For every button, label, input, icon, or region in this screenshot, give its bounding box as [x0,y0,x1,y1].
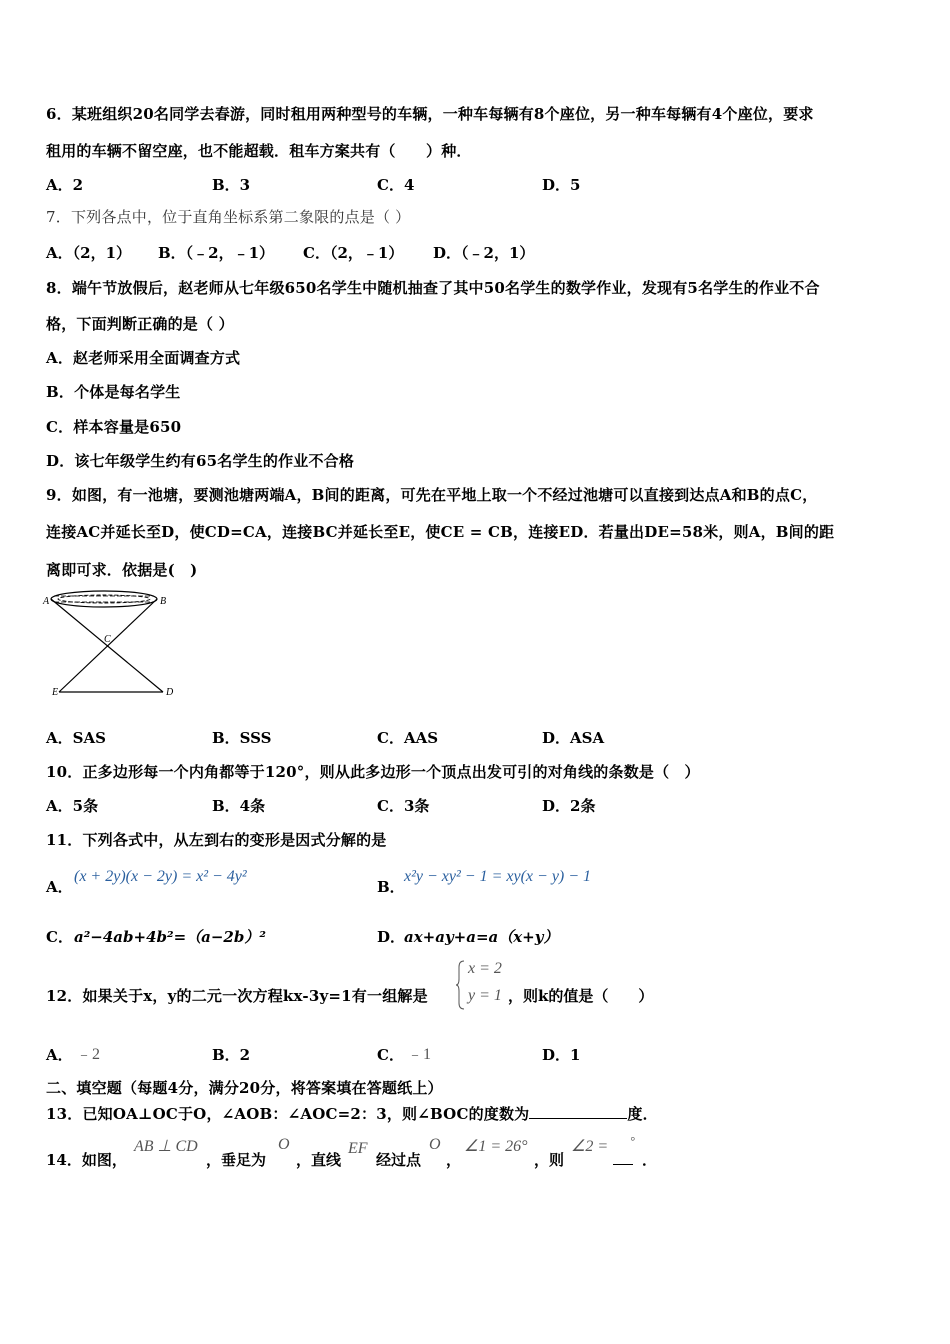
q11-stem: 11．下列各式中，从左到右的变形是因式分解的是 [46,831,387,849]
q14-angle2: ∠2 = [571,1138,609,1155]
q12-stem-pre: 12．如果关于x，y的二元一次方程kx-3y=1有一组解是 [46,987,428,1005]
q7-stem: 7．下列各点中，位于直角坐标系第二象限的点是（ ） [46,208,411,226]
q12-stem-post: ，则k的值是（ ） [508,987,654,1005]
q11-option-d-label: D． [377,928,406,946]
q11-option-c-label: C． [46,928,73,946]
section2-title: 二、填空题（每题4分，满分20分，将答案填在答题纸上） [46,1079,443,1097]
q13-stem [46,1103,658,1124]
q14-ab-perp-cd: AB ⊥ CD [134,1138,198,1155]
q14-line-ef: EF [348,1140,368,1157]
q11-option-b-expr: x²y − xy² − 1 = xy(x − y) − 1 [404,868,592,885]
q13-answer-blank[interactable] [529,1104,627,1119]
q7-option-c: C．（2，﹣1） [303,244,404,262]
pond-figure [40,586,180,702]
q14-text-line: ，直线 [296,1151,342,1169]
q14-text-then: ，则 [534,1151,565,1169]
q9-line2: 连接AC并延长至D，使CD=CA，连接BC并延长至E，使CE = CB，连接ED．若量出DE=58米，则A，B间的距 [46,523,835,541]
point-e-label: E [52,687,59,698]
q7-option-d: D．（﹣2，1） [433,244,535,262]
system-eq-top: x = 2 [468,960,502,977]
q7-option-b: B．（﹣2，﹣1） [158,244,275,262]
q12-option-a-value: ﹣2 [76,1046,101,1063]
q12-option-b: B．2 [212,1046,251,1064]
q14-point-o: O [278,1136,290,1153]
point-d-label: D [166,687,174,698]
q14-text-foot: ，垂足为 [206,1151,267,1169]
q10-option-d: D．2条 [542,797,596,815]
q9-option-c: C．AAS [377,729,439,747]
q9-option-b: B．SSS [212,729,272,747]
q6-option-d: D．5 [542,176,581,194]
q8-option-b: B．个体是每名学生 [46,383,181,401]
q9-line1: 9．如图，有一池塘，要测池塘两端A，B间的距离，可先在平地上取一个不经过池塘可以直接到达点A和B的点C， [46,486,818,504]
q10-stem: 10．正多边形每一个内角都等于120°，则从此多边形一个顶点出发可引的对角线的条数是（ ） [46,763,700,781]
q9-line3: 离即可求．依据是( ) [46,561,198,579]
q12-equation-system [456,959,516,1011]
q13-stem-pre: 13．已知OA⊥OC于O，∠AOB：∠AOC=2：3，则∠BOC的度数为 [46,1105,530,1123]
q11-option-b-label: B． [377,878,405,896]
point-b-label: B [160,596,167,607]
q6-option-a: A．2 [46,176,84,194]
q6-option-b: B．3 [212,176,251,194]
q6-option-c: C．4 [377,176,415,194]
point-a-label: A [43,596,50,607]
q12-option-c-label: C． [377,1046,404,1064]
q11-option-a-label: A． [46,878,73,896]
q7-option-a: A．（2，1） [46,244,132,262]
q8-option-d: D．该七年级学生约有65名学生的作业不合格 [46,452,355,470]
q10-option-a: A．5条 [46,797,99,815]
q6-line1: 6．某班组织20名同学去春游，同时租用两种型号的车辆，一种车每辆有8个座位，另一种车每辆有4个座位，要求 [46,105,814,123]
triangle-lines [51,599,163,692]
q14-comma: ， [446,1151,462,1169]
q13-stem-post: 度． [627,1105,658,1123]
q14-period: ． [642,1151,658,1169]
q11-option-a-expr: (x + 2y)(x − 2y) = x² − 4y² [74,868,247,885]
point-c-label: C [104,634,111,645]
q14-answer-blank[interactable] [613,1150,633,1165]
system-brace [456,959,466,1011]
q14-angle1: ∠1 = 26° [464,1138,528,1155]
q14-point-o-2: O [429,1136,441,1153]
q9-option-d: D．ASA [542,729,605,747]
q10-option-c: C．3条 [377,797,430,815]
q11-option-d-expr: ax+ay+a=a（x+y） [404,928,559,946]
q8-line1: 8．端午节放假后，赵老师从七年级650名学生中随机抽查了其中50名学生的数学作业，发现有5名学生的作业不合 [46,279,820,297]
q14-degree: ° [630,1134,635,1148]
q6-line2: 租用的车辆不留空座，也不能超载．租车方案共有（ ）种． [46,142,472,160]
q10-option-b: B．4条 [212,797,266,815]
q8-option-c: C．样本容量是650 [46,418,182,436]
q14-text-through: 经过点 [376,1151,422,1169]
system-eq-bottom: y = 1 [468,987,502,1004]
q8-line2: 格，下面判断正确的是（ ） [46,315,234,333]
q14-prefix: 14．如图， [46,1151,127,1169]
q8-option-a: A．赵老师采用全面调查方式 [46,349,241,367]
q12-option-a-label: A． [46,1046,73,1064]
q11-option-c-expr: a²−4ab+4b²=（a−2b）² [74,928,266,946]
q9-option-a: A．SAS [46,729,106,747]
pond-shape [51,591,157,607]
q12-option-d: D．1 [542,1046,581,1064]
q12-option-c-value: ﹣1 [407,1046,432,1063]
